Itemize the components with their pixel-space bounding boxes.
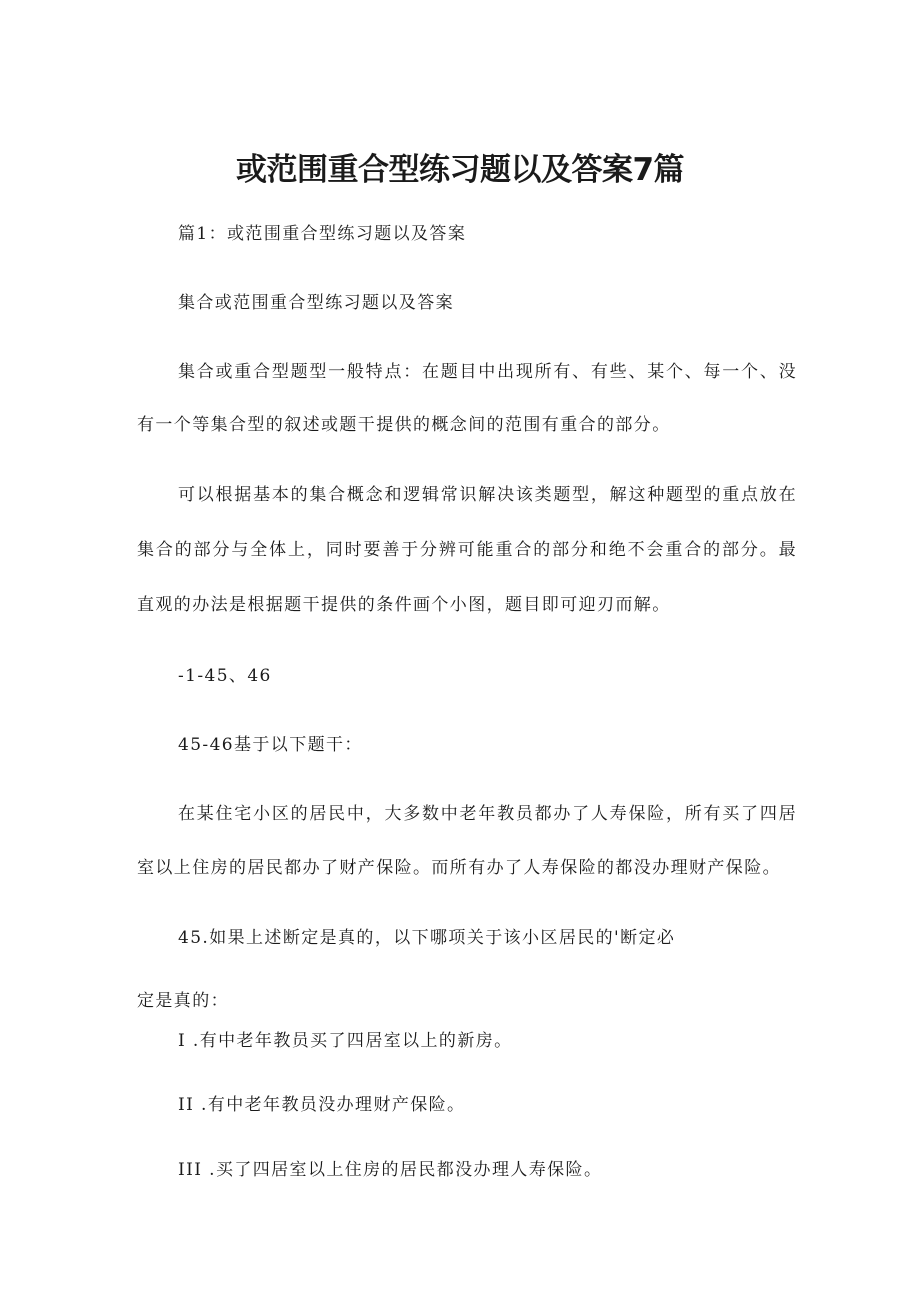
paragraph-line: 有一个等集合型的叙述或题干提供的概念间的范围有重合的部分。 [137,415,671,435]
question-line: 45.如果上述断定是真的，以下哪项关于该小区居民的'断定必 [178,928,676,948]
question-line: 定是真的： [137,991,229,1011]
paragraph-line: 室以上住房的居民都办了财产保险。而所有办了人寿保险的都没办理财产保险。 [137,858,781,878]
document-title: 或范围重合型练习题以及答案7篇 [235,152,685,188]
paragraph-line: 在某住宅小区的居民中，大多数中老年教员都办了人寿保险，所有买了四居 [178,804,797,824]
paragraph-line: 集合的部分与全体上，同时要善于分辨可能重合的部分和绝不会重合的部分。最 [137,540,797,560]
option-line: I .有中老年教员买了四居室以上的新房。 [178,1031,513,1051]
option-line: III .买了四居室以上住房的居民都没办理人寿保险。 [178,1160,603,1180]
paragraph-line: 直观的办法是根据题干提供的条件画个小图，题目即可迎刃而解。 [137,595,671,615]
stem-intro-line: 45-46基于以下题干： [178,735,363,755]
option-line: II .有中老年教员没办理财产保险。 [178,1095,466,1115]
paragraph-line: 可以根据基本的集合概念和逻辑常识解决该类题型，解这种题型的重点放在 [178,485,797,505]
paragraph-line: 集合或重合型题型一般特点：在题目中出现所有、有些、某个、每一个、没 [178,362,797,382]
subtitle-line: 集合或范围重合型练习题以及答案 [178,293,454,313]
section-heading: 篇1：或范围重合型练习题以及答案 [178,224,467,244]
question-number-line: -1-45、46 [178,666,272,686]
